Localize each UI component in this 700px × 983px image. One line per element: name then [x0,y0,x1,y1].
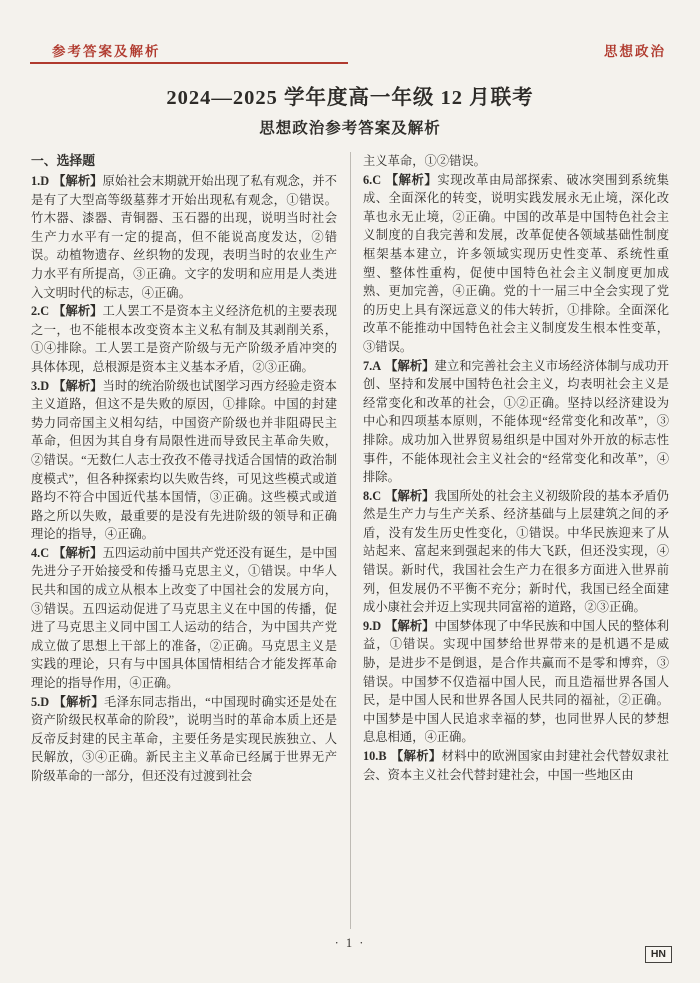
analysis-label: 【解析】 [53,694,105,709]
analysis-text: 我国所处的社会主义初级阶段的基本矛盾仍然是生产力与生产关系、经济基础与上层建筑之间的矛盾，没有发生历史性变化，①错误。中华民族迎来了从站起来、富起来到强起来的伟大飞跃，但还没实现，④错误。新时代，我国社会生产力在很多方面进入世界前列，但发展仍不平衡不充分；新时代，我国已经全面建成小康社会并迈上实现共同富裕的道路，②③正确。 [363,488,669,615]
analysis-label: 【解析】 [53,545,103,560]
header-red-rule [30,62,348,64]
header-left-label: 参考答案及解析 [52,44,161,59]
analysis-text: 原始社会末期就开始出现了私有观念，并不是有了大型高等级墓葬才开始出现私有观念，①错误。竹木器、漆器、青铜器、玉石器的出现，说明当时社会生产力水平有一定的提高，但不能说高度发达，②错误。动植物遗存、丝织物的发现，表明当时的农业生产力水平有所提高，③正确。文字的发明和应用是人类进入文明时代的标志，④正确。 [31,174,337,300]
analysis-text: 五四运动前中国共产党还没有诞生，是中国先进分子开始接受和传播马克思主义，①错误。中华人民共和国的成立从根本上改变了中国社会的发展方向，③错误。五四运动促进了马克思主义在中国的传播，促进了马克思主义同中国工人运动的结合，为中国共产党成立做了思想上干部上的准备，②正确。马克思主义是实践的理论，只有与中国具体国情相结合才能发挥革命理论的指导作用，④正确。 [31,545,337,691]
analysis-text: 实现改革由局部探索、破冰突围到系统集成、全面深化的转变，说明实践发展永无止境，深化改革也永无止境，②正确。中国的改革是中国特色社会主义制度的自我完善和发展，改革促使各领域基础性制度框架基本建立，许多领域实现历史性变革、系统性重塑、整体性重构，促使中国特色社会主义制度更加成熟、更加完善，④正确。党的十一届三中全会实现了党的历史上具有深远意义的伟大转折，①排除。全面深化改革不能推动中国特色社会主义制度发生根本性变革，③错误。 [363,172,669,354]
analysis-text: 建立和完善社会主义市场经济体制与成功开创、坚持和发展中国特色社会主义，均表明社会主义是经常变化和改革的社会，①②正确。坚持以经济建设为中心和四项基本原则，不能体现“经常变化和改革”，③排除。成功加入世界贸易组织是中国对外开放的标志性事件，不能体现社会主义社会的“经常变化和改革”，④排除。 [363,358,669,485]
analysis-text: 当时的统治阶级也试图学习西方经验走资本主义道路，但这不是失败的原因，①排除。中国的封建势力同帝国主义相勾结，中国资产阶级也并非阻碍民主革命，但因为其自身有局限性进而导致民主革命失败，②错误。“无数仁人志士孜孜不倦寻找适合国情的政治制度模式”，但各种探索均以失败告终，可见这些模式或道路均不符合中国近代基本国情，③正确。这些模式或道路之所以失败，最重要的是没有先进阶级的领导和正确理论的指导，④正确。 [31,378,337,542]
analysis-label: 【解析】 [385,488,435,503]
analysis-text: 材料中的欧洲国家由封建社会代替奴隶社会、资本主义社会代替封建社会，中国一些地区由 [363,749,669,782]
answer-number: 8.C [363,488,382,503]
answer-number: 3.D [31,378,50,393]
answer-item [363,747,669,784]
analysis-label: 【解析】 [390,749,442,763]
answers-column-left [31,152,337,931]
answers-body [31,152,669,931]
answer-item [31,377,337,544]
answer-number: 6.C [363,172,382,187]
answer-number: 1.D [31,174,50,188]
answer-number: 4.C [31,545,50,560]
analysis-label: 【解析】 [53,174,103,188]
header-right-label: 思想政治 [604,44,666,59]
paper-code-badge: HN [645,946,672,963]
answer-item [363,357,669,487]
answers-subtitle: 思想政治参考答案及解析 [259,120,441,137]
analysis-text: 毛泽东同志指出，“中国现时确实还是处在资产阶级民权革命的阶段”，说明当时的革命本质上还是反帝反封建的民主革命，主要任务是实现民族独立、人民解放，③④正确。新民主主义革命已经属于世界无产阶级革命的一部分，但还没有过渡到社会 [31,694,337,783]
answer-number: 9.D [363,618,382,633]
answer-item [31,544,337,693]
answer-item [363,171,669,357]
answer-number: 5.D [31,694,50,709]
analysis-label: 【解析】 [385,618,435,633]
analysis-label: 【解析】 [385,358,435,373]
answer-continuation: 主义革命，①②错误。 [363,154,486,168]
section-heading: 一、选择题 [31,154,95,168]
analysis-label: 【解析】 [53,304,103,319]
exam-title: 2024—2025 学年度高一年级 12 月联考 [166,87,534,109]
answer-item [363,487,669,617]
analysis-text: 中国梦体现了中华民族和中国人民的整体利益，①错误。实现中国梦给世界带来的是机遇不是威胁，是进步不是倒退，是合作共赢而不是零和博弈，③错误。中国梦不仅造福中国人民，而且造福世界各国人民，是中国人民和世界各国人民共同的福祉，②正确。中国梦是中国人民追求幸福的梦，也同世界人民的梦想息息相通，④正确。 [363,618,669,745]
analysis-label: 【解析】 [53,378,103,393]
page-number: · 1 · [334,936,366,950]
analysis-text: 工人罢工不是资本主义经济危机的主要表现之一，也不能根本改变资本主义私有制及其剥削关系，①④排除。工人罢工是资产阶级与无产阶级矛盾冲突的具体体现，总根源是资本主义基本矛盾，②③正确。 [31,304,337,374]
answer-item [363,617,669,747]
analysis-label: 【解析】 [385,172,438,187]
answers-column-right [363,152,669,931]
page-header [30,40,666,60]
answer-number: 2.C [31,304,50,319]
answer-item [31,302,337,376]
answer-item [31,693,337,786]
answer-number: 7.A [363,358,382,373]
answer-item [31,172,337,302]
answer-number: 10.B [363,749,387,763]
